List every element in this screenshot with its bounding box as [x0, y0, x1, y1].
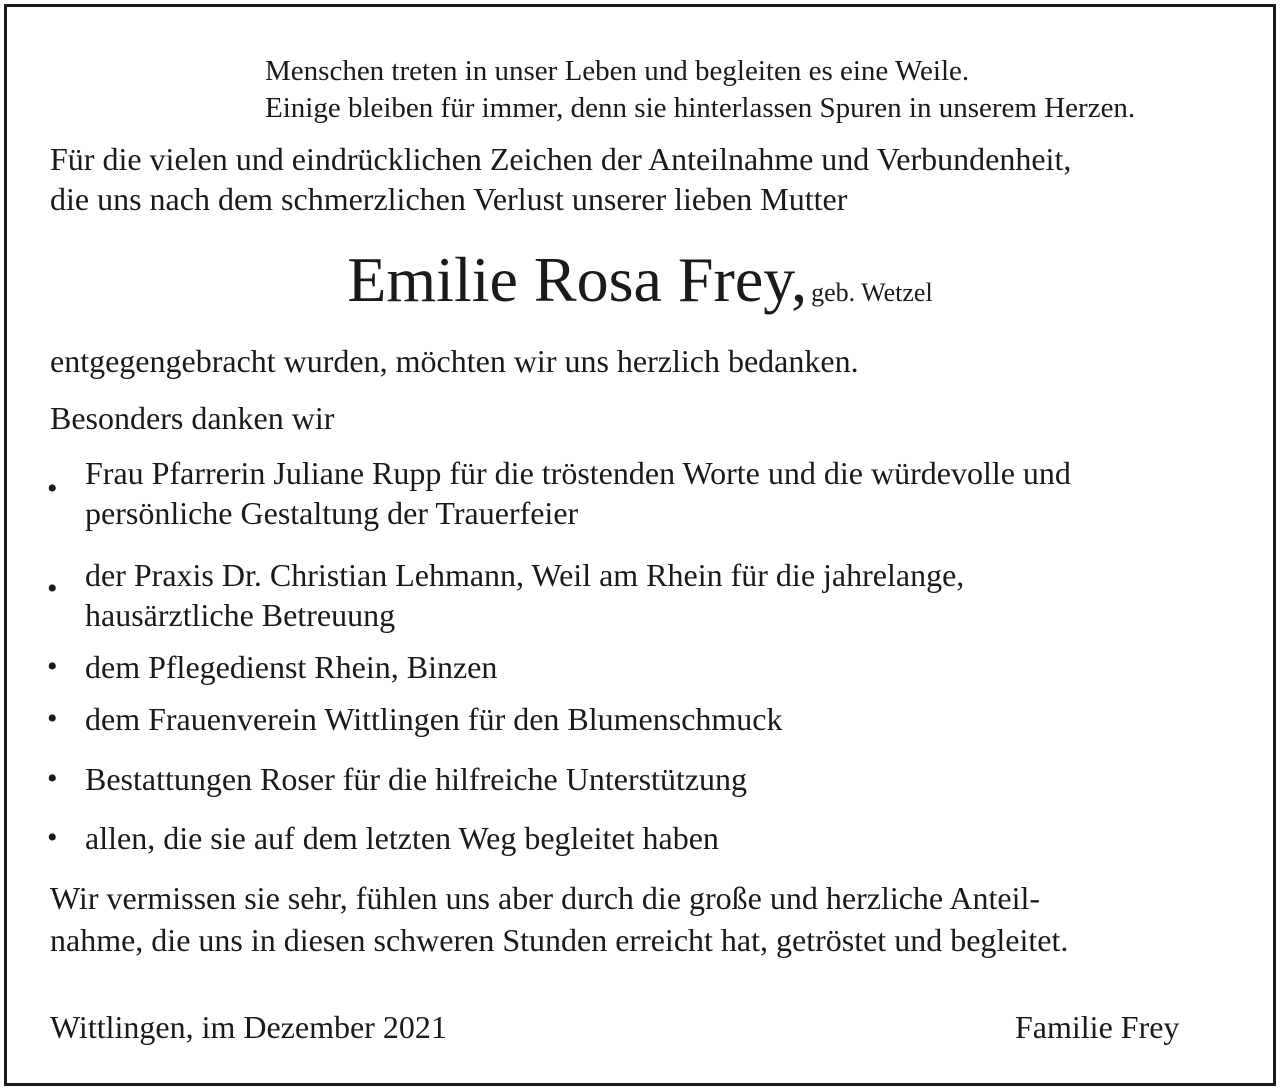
list-item-line: der Praxis Dr. Christian Lehmann, Weil am Rhein für die jahrelange, — [85, 557, 965, 593]
place-date: Wittlingen, im Dezember 2021 — [50, 1009, 447, 1045]
after-name-text: entgegengebracht wurden, möchten wir uns herzlich bedanken. — [50, 343, 859, 379]
list-item-line: Frau Pfarrerin Juliane Rupp für die tröstenden Worte und die würdevolle und — [85, 455, 1071, 491]
signature: Familie Frey — [1015, 1009, 1180, 1045]
bullet-icon: • — [47, 702, 58, 735]
list-item: dem Frauenverein Wittlingen für den Blumenschmuck — [85, 701, 783, 737]
bullet-icon: • — [47, 821, 58, 854]
bullet-icon: • — [47, 472, 58, 505]
list-item: allen, die sie auf dem letzten Weg begleitet haben — [85, 820, 719, 856]
list-item-line: hausärztliche Betreuung — [85, 597, 396, 633]
intro-line-2: die uns nach dem schmerzlichen Verlust unserer lieben Mutter — [50, 181, 848, 217]
list-item-line: persönliche Gestaltung der Trauerfeier — [85, 495, 579, 531]
motto-line-1: Menschen treten in unser Leben und begleiten es eine Weile. — [265, 55, 970, 87]
motto-line-2: Einige bleiben für immer, denn sie hinterlassen Spuren in unserem Herzen. — [265, 92, 1136, 124]
bullet-icon: • — [47, 762, 58, 795]
intro-line-1: Für die vielen und eindrücklichen Zeichen der Anteilnahme und Verbundenheit, — [50, 141, 1072, 177]
list-item: dem Pflegedienst Rhein, Binzen — [85, 649, 498, 685]
obituary-frame — [4, 4, 1276, 1086]
bullet-icon: • — [47, 572, 58, 605]
list-item: Bestattungen Roser für die hilfreiche Unterstützung — [85, 761, 748, 797]
deceased-name-line — [7, 245, 1273, 315]
deceased-name: Emilie Rosa Frey, — [347, 244, 808, 315]
bullet-icon: • — [47, 650, 58, 683]
closing-line-2: nahme, die uns in diesen schweren Stunden erreicht hat, getröstet und begleitet. — [50, 922, 1069, 958]
birth-name: geb. Wetzel — [811, 278, 933, 307]
thanks-heading: Besonders danken wir — [50, 400, 335, 436]
closing-line-1: Wir vermissen sie sehr, fühlen uns aber durch die große und herzliche Anteil- — [50, 880, 1040, 916]
